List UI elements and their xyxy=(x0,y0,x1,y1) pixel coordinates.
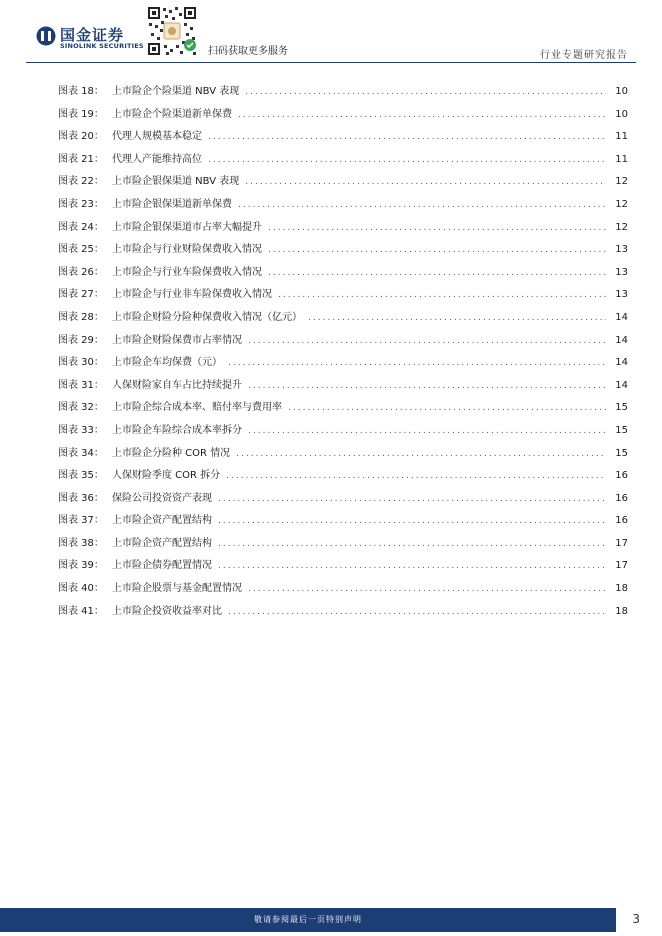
toc-entry[interactable] xyxy=(58,444,628,467)
company-logo-icon xyxy=(36,26,56,46)
toc-entry-number: 图表 32： xyxy=(58,402,104,414)
toc-dot-leader xyxy=(208,155,606,165)
toc-entry[interactable] xyxy=(58,534,628,557)
toc-entry[interactable] xyxy=(58,218,628,241)
toc-dot-leader xyxy=(228,607,606,617)
toc-entry-page: 15 xyxy=(615,447,628,459)
logo-text-en: SINOLINK SECURITIES xyxy=(60,42,144,50)
toc-dot-leader xyxy=(268,245,606,255)
toc-dot-leader xyxy=(248,381,606,391)
toc-entry[interactable] xyxy=(58,263,628,286)
toc-dot-leader xyxy=(236,449,606,459)
toc-entry[interactable] xyxy=(58,150,628,173)
toc-entry-number: 图表 41： xyxy=(58,605,104,617)
toc-entry-page: 16 xyxy=(615,515,628,527)
toc-entry-title: 保险公司投资资产表现 xyxy=(112,492,212,504)
toc-dot-leader xyxy=(308,313,606,323)
toc-dot-leader xyxy=(245,87,606,97)
toc-entry-title: 上市险企投资收益率对比 xyxy=(112,605,222,617)
toc-dot-leader xyxy=(226,471,606,481)
toc-entry-page: 15 xyxy=(615,424,628,436)
toc-dot-leader xyxy=(218,561,606,571)
toc-entry-number: 图表 36： xyxy=(58,492,104,504)
toc-entry-page: 16 xyxy=(615,470,628,482)
toc-dot-leader xyxy=(268,223,606,233)
toc-entry[interactable] xyxy=(58,240,628,263)
toc-dot-leader xyxy=(268,268,606,278)
toc-entry-number: 图表 31： xyxy=(58,379,104,391)
toc-entry-title: 上市险企综合成本率、赔付率与费用率 xyxy=(112,402,282,414)
toc-entry-page: 12 xyxy=(615,221,628,233)
toc-entry-number: 图表 39： xyxy=(58,560,104,572)
toc-dot-leader xyxy=(248,584,606,594)
toc-entry-title: 上市险企债券配置情况 xyxy=(112,560,212,572)
toc-entry-number: 图表 21： xyxy=(58,153,104,165)
toc-entry[interactable] xyxy=(58,489,628,512)
qr-caption: 扫码获取更多服务 xyxy=(208,46,288,57)
toc-entry-page: 11 xyxy=(615,131,628,143)
toc-entry-number: 图表 38： xyxy=(58,537,104,549)
toc-entry-title: 代理人规模基本稳定 xyxy=(112,131,202,143)
toc-entry-number: 图表 35： xyxy=(58,470,104,482)
toc-entry-number: 图表 25： xyxy=(58,244,104,256)
toc-dot-leader xyxy=(278,290,606,300)
toc-dot-leader xyxy=(248,336,606,346)
toc-entry-page: 12 xyxy=(615,198,628,210)
toc-entry-title: 上市险企车险综合成本率拆分 xyxy=(112,424,242,436)
toc-entry-page: 13 xyxy=(615,244,628,256)
toc-dot-leader xyxy=(218,494,606,504)
toc-entry-title: 上市险企分险种 COR 情况 xyxy=(112,447,231,459)
toc-entry-title: 上市险企资产配置结构 xyxy=(112,537,212,549)
toc-entry-number: 图表 19： xyxy=(58,108,104,120)
toc-entry-title: 人保财险季度 COR 拆分 xyxy=(112,470,221,482)
toc-entry-page: 14 xyxy=(615,311,628,323)
toc-dot-leader xyxy=(218,516,606,526)
toc-dot-leader xyxy=(248,426,606,436)
toc-entry-page: 10 xyxy=(615,108,628,120)
toc-dot-leader xyxy=(238,200,606,210)
toc-entry-number: 图表 23： xyxy=(58,198,104,210)
toc-entry-title: 上市险企资产配置结构 xyxy=(112,515,212,527)
toc-entry[interactable] xyxy=(58,353,628,376)
toc-entry-number: 图表 37： xyxy=(58,515,104,527)
toc-entry-page: 17 xyxy=(615,560,628,572)
toc-entry-number: 图表 33： xyxy=(58,424,104,436)
toc-entry-title: 人保财险家自车占比持续提升 xyxy=(112,379,242,391)
toc-entry-number: 图表 27： xyxy=(58,289,104,301)
toc-entry-page: 18 xyxy=(615,605,628,617)
toc-entry[interactable] xyxy=(58,127,628,150)
toc-entry[interactable] xyxy=(58,172,628,195)
toc-entry-number: 图表 18： xyxy=(58,86,104,97)
toc-dot-leader xyxy=(245,177,606,187)
toc-dot-leader xyxy=(228,358,606,368)
toc-entry-page: 13 xyxy=(615,289,628,301)
toc-entry-page: 18 xyxy=(615,583,628,595)
toc-entry[interactable] xyxy=(58,195,628,218)
toc-entry-title: 上市险企与行业非车险保费收入情况 xyxy=(112,289,272,301)
toc-entry[interactable] xyxy=(58,285,628,308)
toc-dot-leader xyxy=(208,132,606,142)
page-header xyxy=(0,0,662,64)
toc-entry-page: 17 xyxy=(615,537,628,549)
toc-entry-page: 14 xyxy=(615,357,628,369)
toc-entry[interactable] xyxy=(58,466,628,489)
toc-entry[interactable] xyxy=(58,511,628,534)
logo-text-cn: 国金证券 xyxy=(60,26,125,44)
toc-entry-page: 13 xyxy=(615,266,628,278)
toc-entry-number: 图表 29： xyxy=(58,334,104,346)
toc-entry-page: 10 xyxy=(615,86,628,97)
toc-entry-page: 16 xyxy=(615,492,628,504)
page-number: 3 xyxy=(632,912,640,926)
qr-code-icon[interactable] xyxy=(146,5,198,57)
toc-entry[interactable] xyxy=(58,421,628,444)
report-type-label: 行业专题研究报告 xyxy=(540,50,628,61)
page-footer xyxy=(0,908,662,936)
toc-entry[interactable] xyxy=(58,398,628,421)
toc-entry-page: 12 xyxy=(615,176,628,188)
toc-entry-number: 图表 26： xyxy=(58,266,104,278)
figure-list xyxy=(58,82,628,624)
toc-entry-title: 上市险企银保渠道新单保费 xyxy=(112,198,232,210)
toc-entry[interactable] xyxy=(58,105,628,128)
company-logo xyxy=(36,25,144,51)
toc-entry-page: 11 xyxy=(615,153,628,165)
toc-entry-number: 图表 24： xyxy=(58,221,104,233)
toc-entry-title: 上市险企与行业车险保费收入情况 xyxy=(112,266,262,278)
footer-disclaimer: 敬请参阅最后一页特别声明 xyxy=(254,915,362,924)
toc-entry-title: 上市险企车均保费（元） xyxy=(112,357,222,369)
toc-entry-title: 上市险企个险渠道 NBV 表现 xyxy=(112,86,240,97)
toc-entry-number: 图表 22： xyxy=(58,176,104,188)
toc-entry[interactable] xyxy=(58,308,628,331)
toc-dot-leader xyxy=(238,110,606,120)
toc-entry-number: 图表 30： xyxy=(58,357,104,369)
toc-entry[interactable] xyxy=(58,602,628,625)
toc-entry-number: 图表 34： xyxy=(58,447,104,459)
toc-entry-title: 上市险企银保渠道 NBV 表现 xyxy=(112,176,240,188)
toc-entry-title: 上市险企银保渠道市占率大幅提升 xyxy=(112,221,262,233)
toc-entry-page: 14 xyxy=(615,334,628,346)
toc-entry-number: 图表 40： xyxy=(58,583,104,595)
header-divider xyxy=(26,62,636,63)
toc-dot-leader xyxy=(218,539,606,549)
toc-entry-page: 15 xyxy=(615,402,628,414)
toc-dot-leader xyxy=(288,403,606,413)
toc-entry-title: 上市险企与行业财险保费收入情况 xyxy=(112,244,262,256)
toc-entry-title: 代理人产能维持高位 xyxy=(112,153,202,165)
toc-entry-title: 上市险企个险渠道新单保费 xyxy=(112,108,232,120)
toc-entry-title: 上市险企财险保费市占率情况 xyxy=(112,334,242,346)
toc-entry-title: 上市险企股票与基金配置情况 xyxy=(112,583,242,595)
toc-entry[interactable] xyxy=(58,376,628,399)
toc-entry[interactable] xyxy=(58,331,628,354)
toc-entry[interactable] xyxy=(58,579,628,602)
toc-entry[interactable] xyxy=(58,556,628,579)
toc-entry-title: 上市险企财险分险种保费收入情况（亿元） xyxy=(112,311,302,323)
toc-entry-number: 图表 20： xyxy=(58,131,104,143)
toc-entry-number: 图表 28： xyxy=(58,311,104,323)
toc-entry-page: 14 xyxy=(615,379,628,391)
toc-entry[interactable] xyxy=(58,82,628,105)
